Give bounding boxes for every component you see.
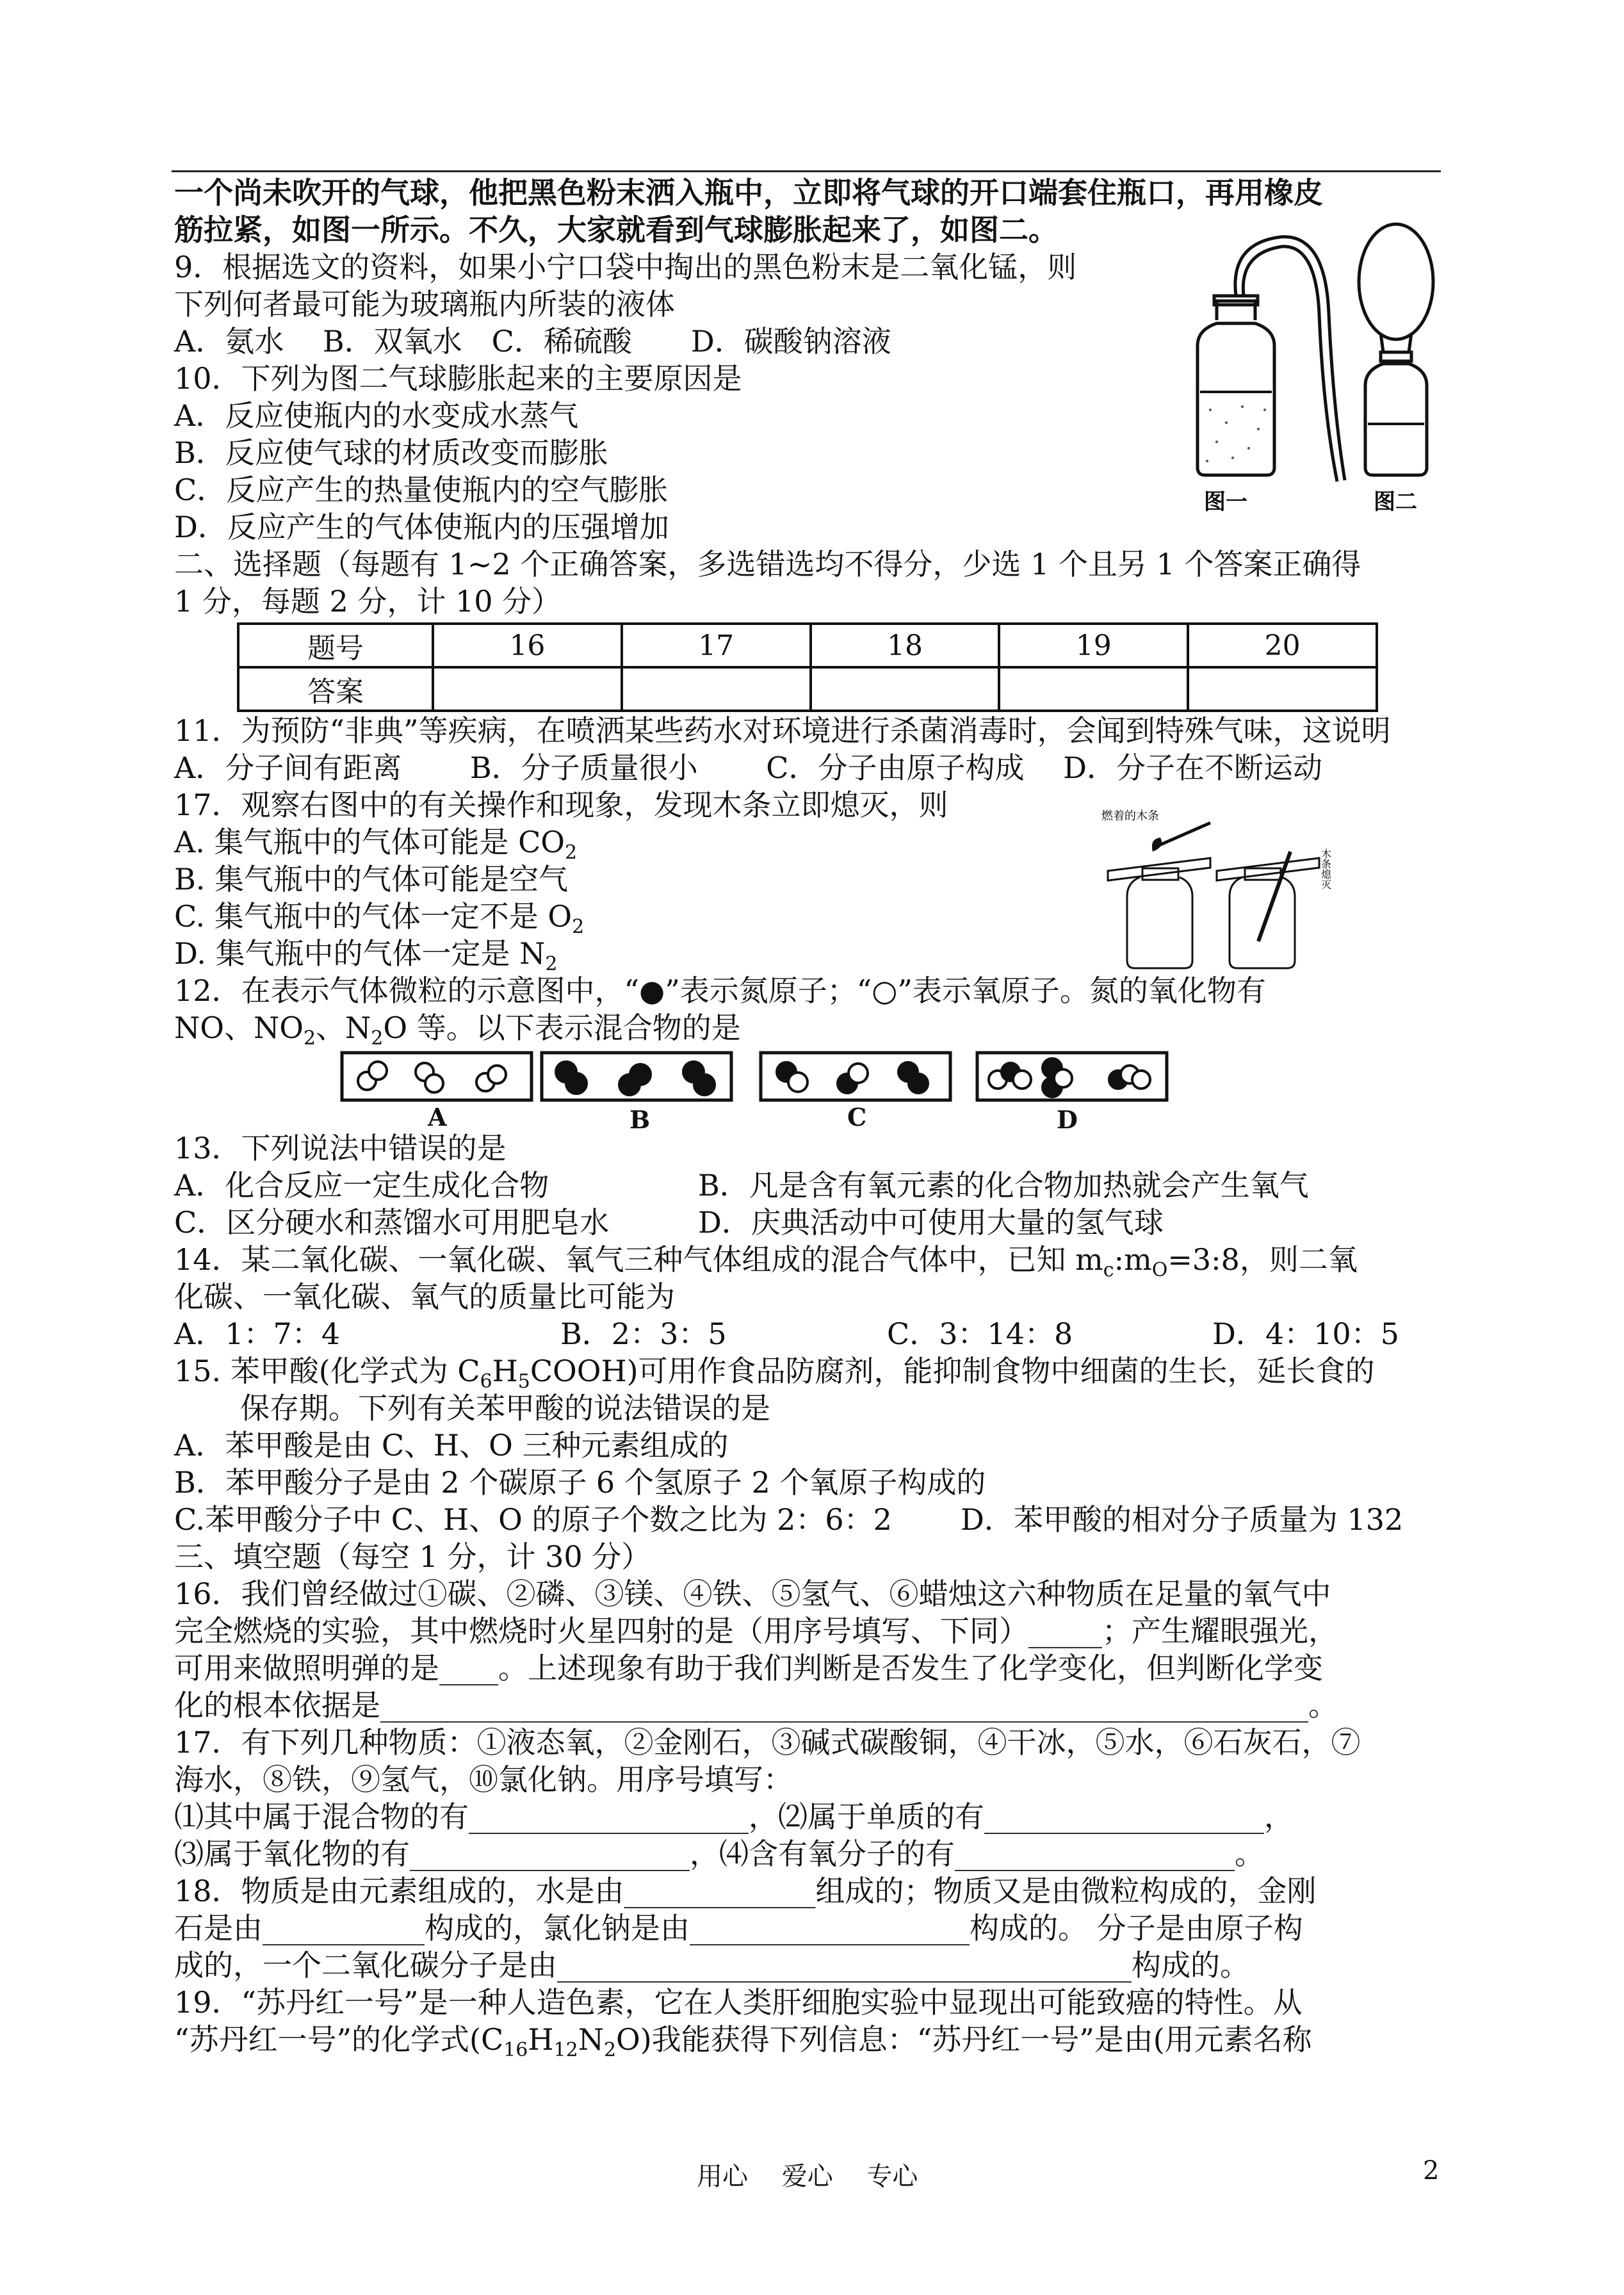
section3-title: 三、填空题（每空 1 分，计 30 分） (174, 1539, 651, 1574)
q17b-line-1: 17．有下列几种物质：①液态氧，②金刚石，③碱式碳酸铜，④干冰，⑤水，⑥石灰石，⑦ (174, 1725, 1361, 1760)
q16-line-4: 化的根本依据是_______________________________________________________________。 (174, 1688, 1338, 1723)
q17a-stem: 17．观察右图中的有关操作和现象，发现木条立即熄灭，则 (174, 788, 948, 822)
answer-cell[interactable] (999, 667, 1188, 711)
q18-line-2: 石是由___________构成的，氯化钠是由___________________构成的。 分子是由原子构 (174, 1911, 1303, 1945)
q16-line-1: 16．我们曾经做过①碳、②磷、③镁、④铁、⑤氢气、⑥蜡烛这六种物质在足量的氧气中 (174, 1577, 1331, 1611)
q19-line-2: “苏丹红一号”的化学式$(C_{16}H_{12}N_2O)$我能获得下列信息：“苏丹红一号”是由(用元素名称 (174, 2022, 1312, 2062)
q12-stem: 12．在表示气体微粒的示意图中，“●”表示氮原子；“○”表示氧原子。氮的氧化物有 (174, 973, 1266, 1008)
q17b-line-4: ⑶属于氧化物的有___________________，⑷含有氧分子的有___________________。 (174, 1837, 1264, 1871)
diagram-label-c: C (847, 1103, 867, 1131)
gas-jar-figure (1089, 807, 1345, 973)
q13-option-c: C．区分硬水和蒸馏水可用肥皂水 (174, 1205, 610, 1240)
q10-option-a: A．反应使瓶内的水变成水蒸气 (174, 398, 579, 433)
q17a-option-c: C. 集气瓶中的气体一定不是 $O_2$ (174, 899, 585, 939)
header-rule (172, 170, 1441, 172)
burning-stick-label: 燃着的木条 (1101, 809, 1159, 823)
q17a-option-d: D. 集气瓶中的气体一定是 $N_2$ (174, 936, 558, 976)
q13-option-a: A．化合反应一定生成化合物 (174, 1168, 549, 1203)
q13-option-b: B．凡是含有氧元素的化合物加热就会产生氧气 (698, 1168, 1309, 1203)
q18-line-1: 18．物质是由元素组成的，水是由_____________组成的；物质又是由微粒构成的，金刚 (174, 1874, 1317, 1908)
q16-line-2: 完全燃烧的实验，其中燃烧时火星四射的是（用序号填写、下同）_____；产生耀眼强光， (174, 1614, 1338, 1648)
diagram-label-a: A (428, 1103, 447, 1131)
answer-cell[interactable] (622, 667, 811, 711)
q14-option-a: A．1：7：4 (174, 1317, 341, 1351)
q11-options: A．分子间有距离 B．分子质量很小 C．分子由原子构成 D．分子在不断运动 (174, 750, 1322, 785)
q17b-line-2: 海水，⑧铁，⑨氢气，⑩氯化钠。用序号填写： (174, 1762, 793, 1797)
table-number-cell: 16 (433, 624, 622, 667)
table-answer-label: 答案 (238, 667, 433, 711)
table-header-label: 题号 (238, 624, 433, 667)
section2-title-2: 1 分，每题 2 分，计 10 分） (174, 584, 562, 619)
balloon-figure (1191, 218, 1447, 519)
particle-diagrams (338, 1050, 1171, 1133)
section2-title-1: 二、选择题（每题有 1~2 个正确答案，多选错选均不得分，少选 1 个且另 1 个答案正确得 (174, 547, 1361, 581)
q17a-option-b: B. 集气瓶中的气体可能是空气 (174, 862, 569, 896)
q15-option-a: A．苯甲酸是由 C、H、O 三种元素组成的 (174, 1428, 729, 1463)
q14-option-b: B．2：3：5 (560, 1317, 727, 1351)
answer-cell[interactable] (433, 667, 622, 711)
q9-options: A．氨水 B．双氧水 C．稀硫酸 D．碳酸钠溶液 (174, 324, 891, 359)
q9-stem-2: 下列何者最可能为玻璃瓶内所装的液体 (174, 287, 675, 321)
q10-option-b: B．反应使气球的材质改变而膨胀 (174, 435, 608, 470)
answer-table (237, 622, 1378, 712)
table-number-cell: 19 (999, 624, 1188, 667)
q14-line-2: 化碳、一氧化碳、氧气的质量比可能为 (174, 1279, 675, 1314)
q15-option-d: D．苯甲酸的相对分子质量为 132 (961, 1502, 1404, 1537)
q19-line-1: 19．“苏丹红一号”是一种人造色素，它在人类肝细胞实验中显现出可能致癌的特性。从 (174, 1985, 1303, 2020)
q18-line-3: 成的，一个二氧化碳分子是由_______________________________________构成的。 (174, 1948, 1249, 1983)
q17b-line-3: ⑴其中属于混合物的有___________________，⑵属于单质的有___________________， (174, 1799, 1294, 1834)
q13-stem: 13．下列说法中错误的是 (174, 1131, 507, 1165)
q17a-option-a: A. 集气瓶中的气体可能是 $CO_2$ (174, 825, 578, 864)
q10-option-c: C．反应产生的热量使瓶内的空气膨胀 (174, 473, 669, 507)
figure-1-label: 图一 (1204, 489, 1247, 515)
q13-option-d: D．庆典活动中可使用大量的氢气球 (698, 1205, 1164, 1240)
footer-slogan: 用心 爱心 专心 (697, 2162, 918, 2191)
q10-option-d: D．反应产生的气体使瓶内的压强增加 (174, 510, 669, 544)
stick-out-label: 木条熄灭 (1319, 848, 1332, 889)
page-number: 2 (1423, 2156, 1440, 2186)
q14-option-c: C．3：14：8 (887, 1317, 1073, 1351)
q9-stem-1: 9．根据选文的资料，如果小宁口袋中掏出的黑色粉末是二氧化锰，则 (174, 250, 1077, 284)
answer-cell[interactable] (811, 667, 1000, 711)
table-number-cell: 20 (1188, 624, 1377, 667)
table-number-cell: 17 (622, 624, 811, 667)
q15-option-c: C.苯甲酸分子中 C、H、O 的原子个数之比为 2：6：2 (174, 1502, 892, 1537)
q10-stem: 10．下列为图二气球膨胀起来的主要原因是 (174, 361, 742, 396)
q15-line-2: 保存期。下列有关苯甲酸的说法错误的是 (240, 1391, 770, 1425)
figure-2-label: 图二 (1374, 489, 1417, 515)
q12-line-2: NO、$NO_2$、$N_2O$ 等。以下表示混合物的是 (174, 1010, 741, 1050)
intro-line-1: 一个尚未吹开的气球，他把黑色粉末洒入瓶中，立即将气球的开口端套住瓶口，再用橡皮 (174, 175, 1323, 210)
table-row (238, 624, 1377, 667)
intro-line-2: 筋拉紧，如图一所示。不久，大家就看到气球膨胀起来了，如图二。 (174, 213, 1058, 247)
q14-option-d: D．4：10：5 (1212, 1317, 1399, 1351)
diagram-label-d: D (1057, 1105, 1078, 1133)
answer-cell[interactable] (1188, 667, 1377, 711)
q15-option-b: B．苯甲酸分子是由 2 个碳原子 6 个氢原子 2 个氧原子构成的 (174, 1465, 986, 1500)
q15-stem: 15. 苯甲酸(化学式为 $C_6H_5COOH$)可用作食品防腐剂，能抑制食物中细菌的生长，延长食的 (174, 1354, 1375, 1393)
q16-line-3: 可用来做照明弹的是____。上述现象有助于我们判断是否发生了化学变化，但判断化学变 (174, 1651, 1323, 1685)
diagram-label-b: B (629, 1105, 651, 1133)
q11-stem: 11．为预防“非典”等疾病，在喷洒某些药水对环境进行杀菌消毒时，会闻到特殊气味，这说明 (174, 713, 1391, 748)
table-number-cell: 18 (811, 624, 1000, 667)
table-row (238, 667, 1377, 711)
q14-stem: 14．某二氧化碳、一氧化碳、氧气三种气体组成的混合气体中，已知 $m_c:m_O=3:8$，则二氧 (174, 1242, 1358, 1282)
